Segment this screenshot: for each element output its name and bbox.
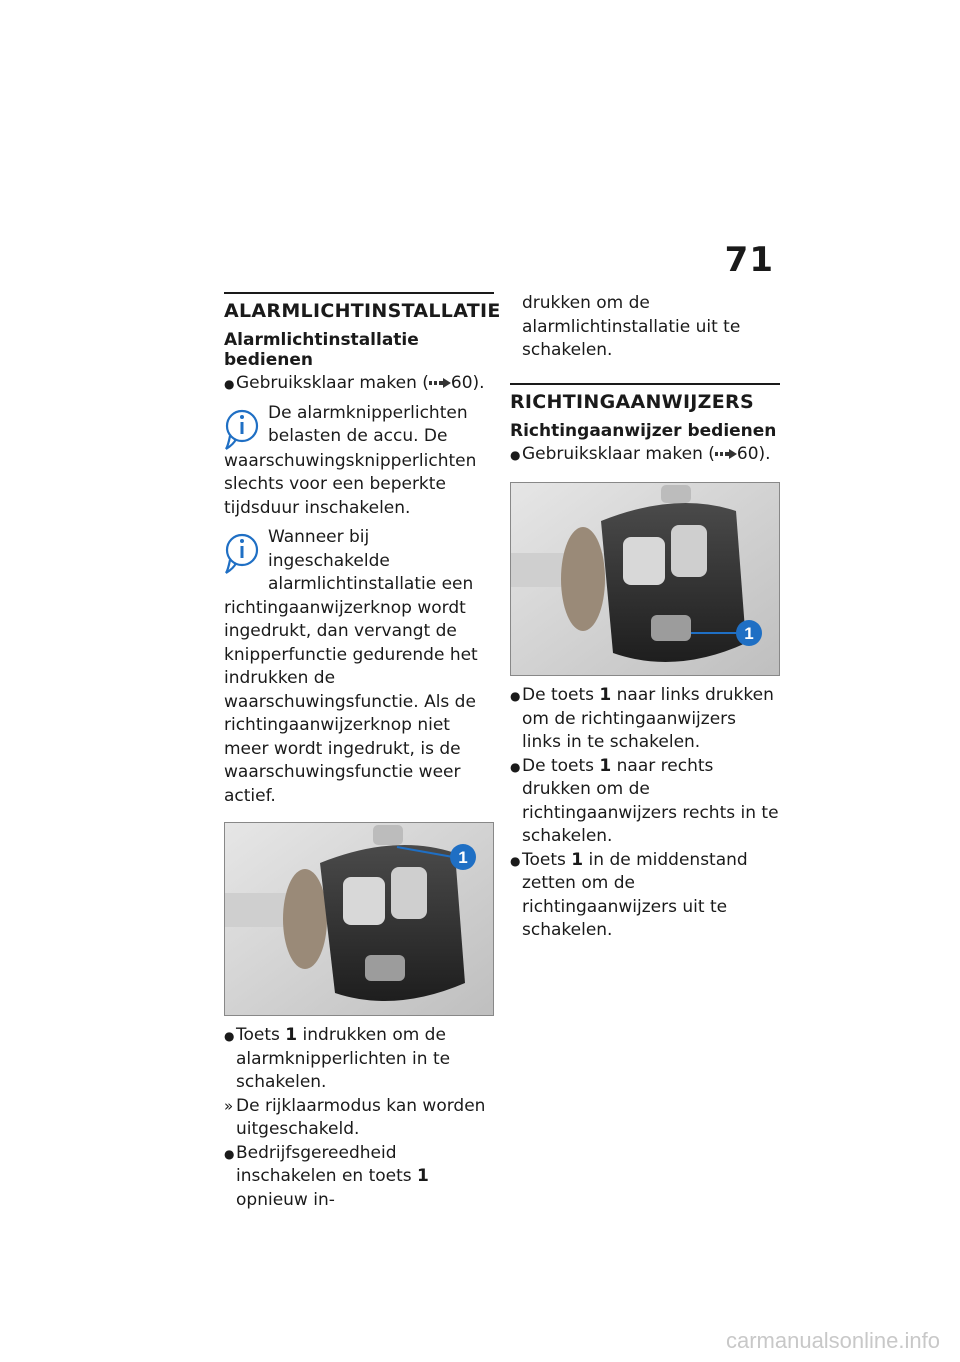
watermark: carmanualsonline.info [725, 1328, 940, 1353]
handlebar-switch-illustration [511, 483, 779, 675]
list-item-step: ● Toets 1 indrukken om de alarmknipperlichten in te schakelen. [224, 1025, 451, 1092]
subsection-title-indicators: Richtingaanwijzer bedienen [510, 420, 777, 441]
bullet-icon: ● [224, 1029, 235, 1043]
switch-photo-hazard [224, 822, 494, 1016]
list-item-step: ● Toets 1 in de middenstand zetten om de richtingaanwijzers uit te schakelen. [510, 849, 748, 940]
list-item-step: ● Gebruiksklaar maken ( 60). [510, 443, 780, 467]
list-item-step: ● De toets 1 naar links drukken om de richtingaanwijzers links in te schakelen. [510, 685, 774, 752]
list-item-step: ● De toets 1 naar rechts drukken om de richtingaanwijzers rechts in te schakelen. [510, 755, 779, 846]
switch-photo-indicator [510, 482, 780, 676]
photo-callout-label: 1 [744, 624, 754, 643]
section-title-alarm: ALARMLICHTINSTALLATIE [224, 300, 501, 322]
section-rule [510, 383, 780, 385]
continuation-text: drukken om de alarmlichtinstallatie uit te schakelen. [522, 293, 741, 360]
page-ref-arrow-icon [715, 449, 737, 459]
list-item-step: ● Bedrijfsgereedheid inschakelen en toets 1 opnieuw in- [224, 1142, 429, 1210]
bullet-icon: ● [224, 377, 235, 391]
page-number: 71 [724, 240, 774, 280]
list-item-step: ● Gebruiksklaar maken ( 60). [224, 372, 494, 396]
photo-callout-label: 1 [458, 848, 468, 867]
section-rule [224, 292, 494, 294]
info-note-icon [224, 406, 262, 450]
list-item-result: » De rijklaarmodus kan worden uitgeschakeld. [224, 1095, 486, 1139]
note-text: De alarmknipperlichten belasten de accu. De waarschuwingsknipperlichten slechts voor een beperkte tijdsduur inschakelen. [224, 402, 477, 518]
bullet-icon: ● [224, 1146, 235, 1161]
info-note-icon [224, 530, 262, 574]
bullet-icon: ● [510, 853, 521, 868]
result-marker-icon: » [224, 1096, 234, 1115]
note-box [224, 402, 494, 521]
section-title-indicators: RICHTINGAANWIJZERS [510, 390, 754, 413]
bullet-icon: ● [510, 759, 521, 774]
handlebar-switch-illustration [225, 823, 493, 1015]
note-box [224, 526, 494, 808]
bullet-icon: ● [510, 689, 521, 703]
subsection-title-alarm: Alarmlichtinstallatie bedienen [224, 330, 419, 370]
bullet-icon: ● [510, 447, 521, 462]
page-ref-arrow-icon [429, 378, 451, 388]
right-column [510, 292, 780, 943]
left-column [224, 292, 501, 1212]
note-text: Wanneer bij ingeschakelde alarmlichtinstallatie een richtingaanwijzerknop wordt ingedrukt, dan vervangt de knipperfunctie gedurende het indrukken de waarschuwingsfunctie. Als de richtingaanwijzerknop niet meer wordt ingedrukt, is de waarschuwingsfunctie weer actief. [224, 527, 478, 806]
